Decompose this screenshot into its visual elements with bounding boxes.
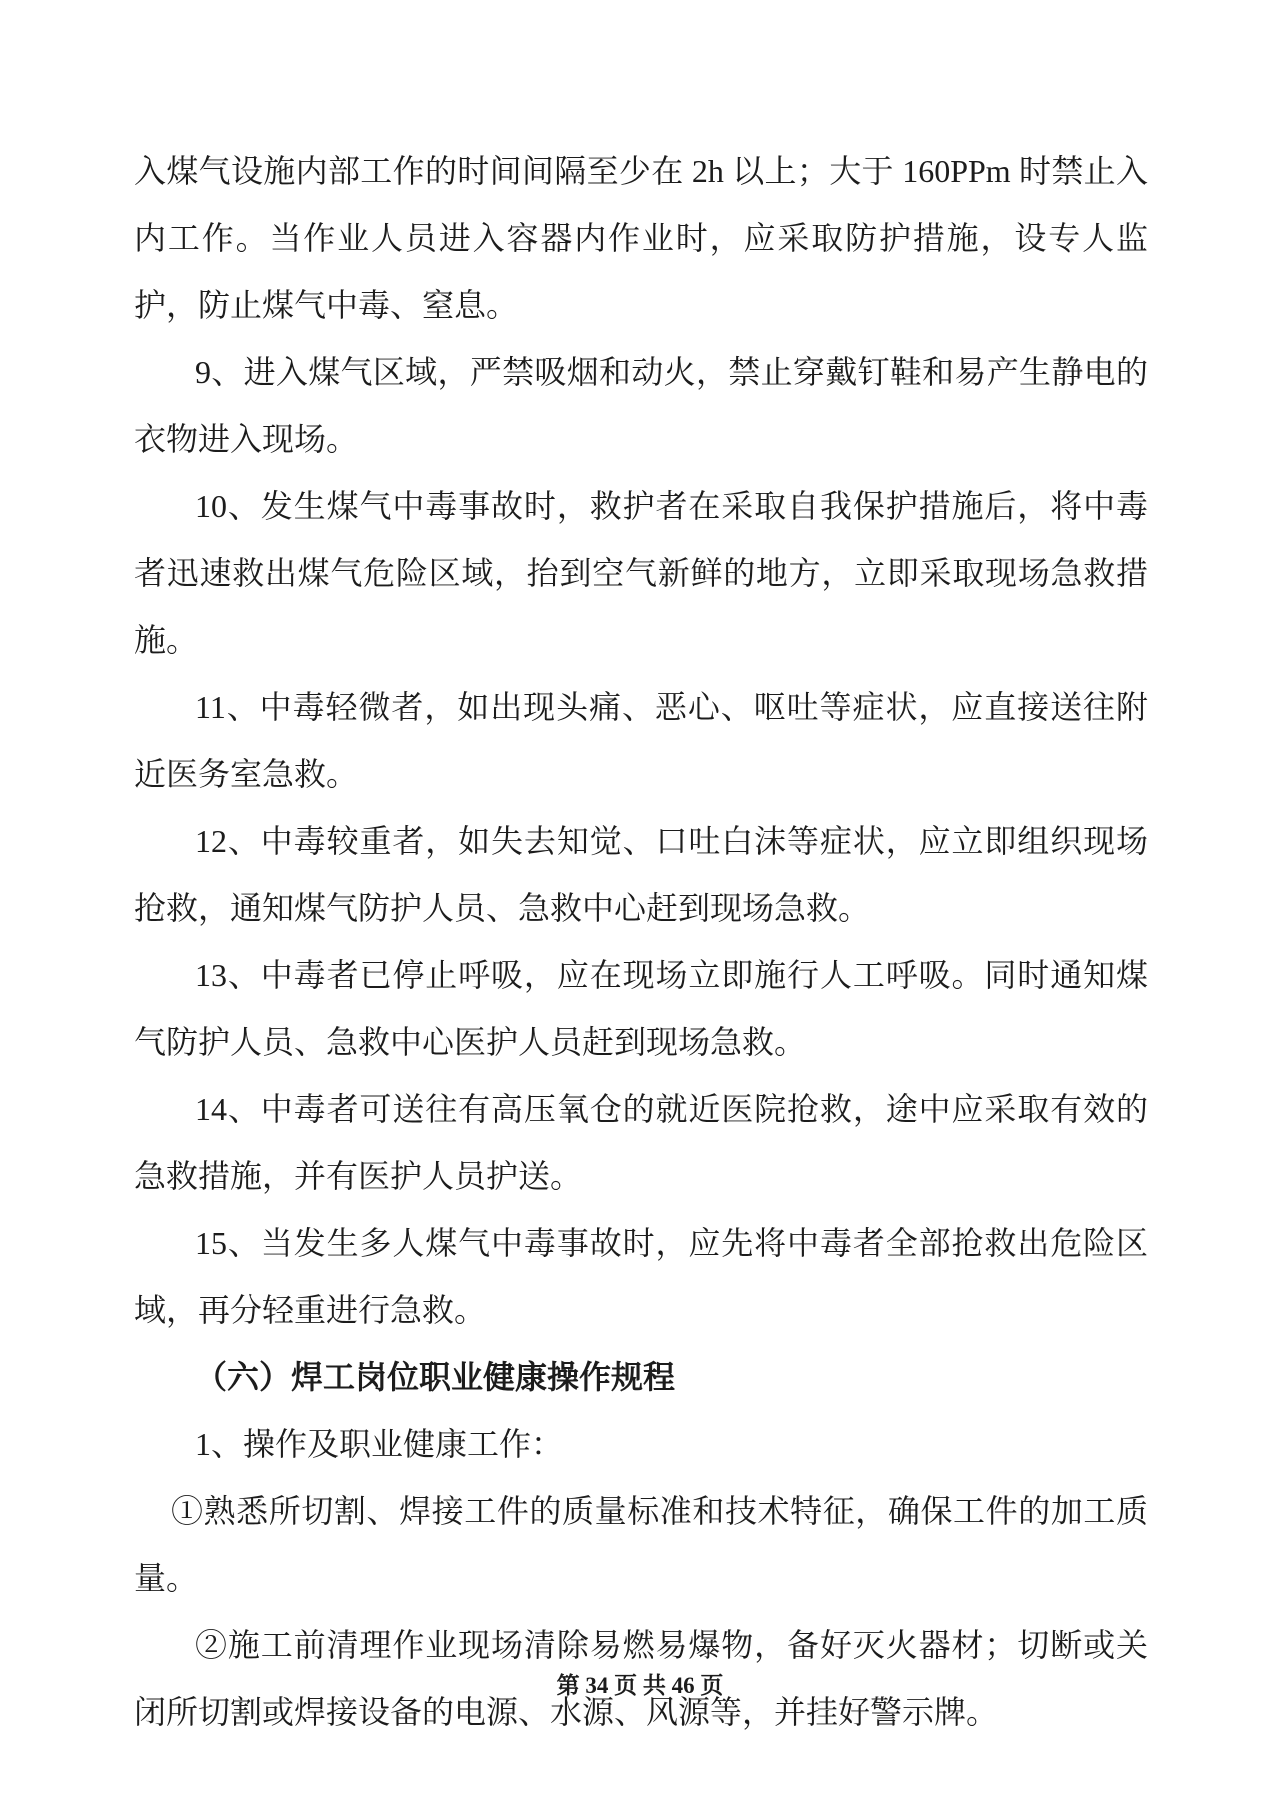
paragraph: 14、中毒者可送往有高压氧仓的就近医院抢救，途中应采取有效的急救措施，并有医护人员护送。 <box>134 1091 1148 1194</box>
paragraph: ①熟悉所切割、焊接工件的质量标准和技术特征，确保工件的加工质量。 <box>134 1493 1148 1596</box>
document-body <box>134 138 1148 1746</box>
paragraph: 10、发生煤气中毒事故时，救护者在采取自我保护措施后，将中毒者迅速救出煤气危险区域，抬到空气新鲜的地方，立即采取现场急救措施。 <box>134 488 1148 658</box>
paragraph: 入煤气设施内部工作的时间间隔至少在 2h 以上；大于 160PPm 时禁止入内工作。当作业人员进入容器内作业时，应采取防护措施，设专人监护，防止煤气中毒、窒息。 <box>134 153 1148 323</box>
paragraph: 12、中毒较重者，如失去知觉、口吐白沫等症状，应立即组织现场抢救，通知煤气防护人员、急救中心赶到现场急救。 <box>134 823 1148 926</box>
section-heading: （六）焊工岗位职业健康操作规程 <box>195 1359 676 1395</box>
paragraph: ②施工前清理作业现场清除易燃易爆物，备好灭火器材；切断或关闭所切割或焊接设备的电源、水源、风源等，并挂好警示牌。 <box>134 1627 1148 1730</box>
paragraph: 11、中毒轻微者，如出现头痛、恶心、呕吐等症状，应直接送往附近医务室急救。 <box>134 689 1148 792</box>
paragraph: 9、进入煤气区域，严禁吸烟和动火，禁止穿戴钉鞋和易产生静电的衣物进入现场。 <box>134 354 1148 457</box>
page-footer <box>0 1666 1280 1706</box>
footer-page-number: 第 34 页 共 46 页 <box>556 1673 724 1698</box>
paragraph: 1、操作及职业健康工作： <box>195 1426 564 1462</box>
paragraph: 15、当发生多人煤气中毒事故时，应先将中毒者全部抢救出危险区域，再分轻重进行急救。 <box>134 1225 1148 1328</box>
paragraph: 13、中毒者已停止呼吸，应在现场立即施行人工呼吸。同时通知煤气防护人员、急救中心医护人员赶到现场急救。 <box>134 957 1148 1060</box>
